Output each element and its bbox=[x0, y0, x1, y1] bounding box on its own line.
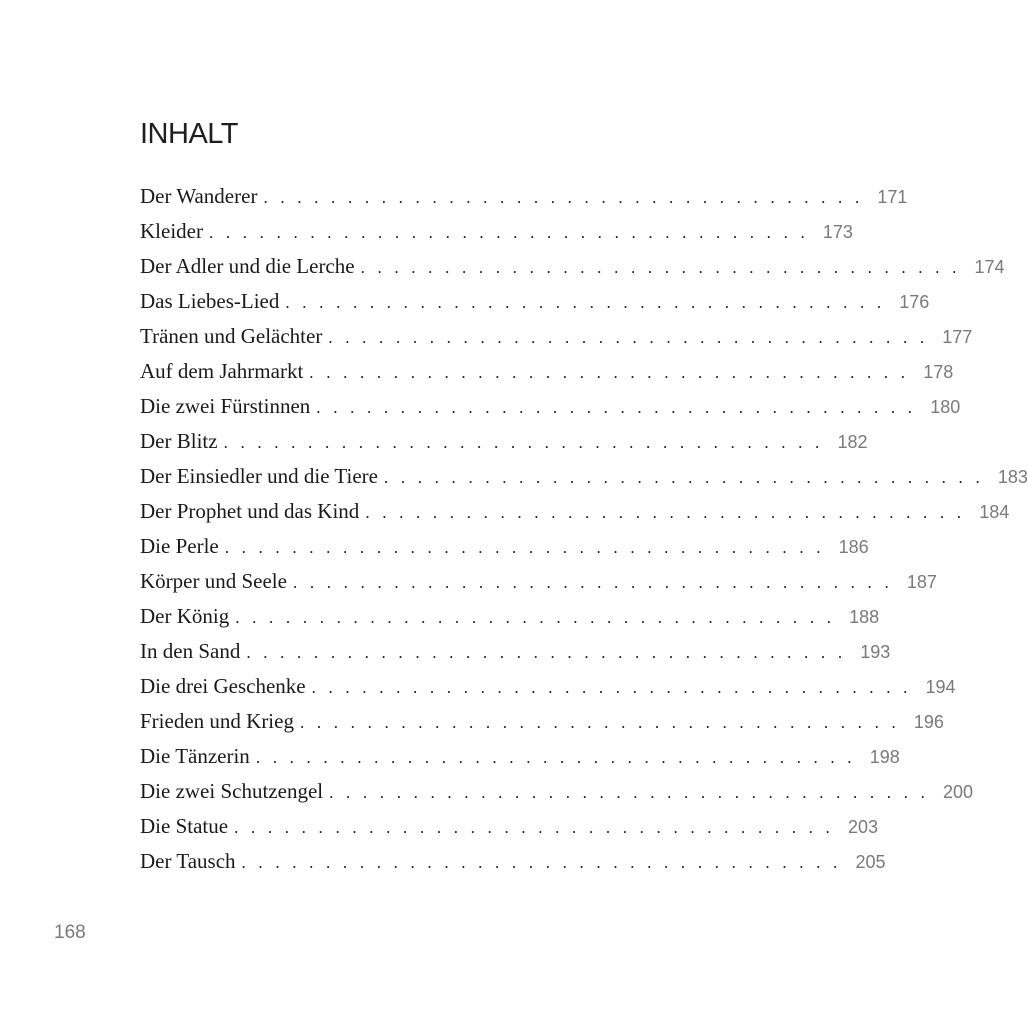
toc-entry-page: 193 bbox=[860, 642, 891, 662]
toc-entry-title: Der Tausch bbox=[140, 849, 236, 873]
toc-entry bbox=[140, 429, 868, 464]
toc-entry-title: Frieden und Krieg bbox=[140, 709, 294, 733]
dot-leader: . . . . . . . . . . . . . . . . . . . . . . . . . . . . . . . . . . . . bbox=[235, 608, 836, 627]
toc-entry-page: 205 bbox=[855, 852, 886, 872]
toc-entry bbox=[140, 289, 930, 324]
toc-entry bbox=[140, 499, 1010, 534]
toc-entry bbox=[140, 779, 974, 814]
toc-entry-page: 180 bbox=[930, 397, 961, 417]
toc-entry-page: 198 bbox=[869, 747, 900, 767]
toc-entry-title: Der Prophet und das Kind bbox=[140, 499, 360, 523]
dot-leader: . . . . . . . . . . . . . . . . . . . . . . . . . . . . . . . . . . . . bbox=[224, 538, 825, 557]
dot-leader: . . . . . . . . . . . . . . . . . . . . . . . . . . . . . . . . . . . . bbox=[246, 643, 847, 662]
dot-leader: . . . . . . . . . . . . . . . . . . . . . . . . . . . . . . . . . . . . bbox=[365, 503, 966, 522]
dot-leader: . . . . . . . . . . . . . . . . . . . . . . . . . . . . . . . . . . . . bbox=[255, 748, 856, 767]
toc-entry-page: 186 bbox=[838, 537, 869, 557]
toc-entry-page: 196 bbox=[913, 712, 944, 732]
page-title: INHALT bbox=[140, 118, 238, 150]
toc-entry-title: Die zwei Fürstinnen bbox=[140, 394, 311, 418]
dot-leader: . . . . . . . . . . . . . . . . . . . . . . . . . . . . . . . . . . . . bbox=[360, 258, 961, 277]
toc-entry-title: Der Wanderer bbox=[140, 184, 258, 208]
toc-entry-title: Das Liebes-Lied bbox=[140, 289, 280, 313]
toc-entry-page: 173 bbox=[822, 222, 853, 242]
dot-leader: . . . . . . . . . . . . . . . . . . . . . . . . . . . . . . . . . . . . bbox=[316, 398, 917, 417]
toc-entry-title: Kleider bbox=[140, 219, 203, 243]
toc-entry-title: Körper und Seele bbox=[140, 569, 287, 593]
toc-entry-title: Der Blitz bbox=[140, 429, 218, 453]
toc-entry bbox=[140, 219, 853, 254]
toc-entry-page: 194 bbox=[925, 677, 956, 697]
dot-leader: . . . . . . . . . . . . . . . . . . . . . . . . . . . . . . . . . . . . bbox=[383, 468, 984, 487]
toc-entry-page: 176 bbox=[899, 292, 930, 312]
toc-entry bbox=[140, 464, 1028, 499]
toc-entry-page: 182 bbox=[837, 432, 868, 452]
toc-entry bbox=[140, 359, 954, 394]
dot-leader: . . . . . . . . . . . . . . . . . . . . . . . . . . . . . . . . . . . . bbox=[309, 363, 910, 382]
toc-entry-page: 203 bbox=[847, 817, 879, 837]
toc-entry bbox=[140, 744, 900, 779]
dot-leader: . . . . . . . . . . . . . . . . . . . . . . . . . . . . . . . . . . . . bbox=[329, 783, 930, 802]
dot-leader: . . . . . . . . . . . . . . . . . . . . . . . . . . . . . . . . . . . . bbox=[328, 328, 929, 347]
toc-entry-title: Der Einsiedler und die Tiere bbox=[140, 464, 378, 488]
table-of-contents bbox=[140, 184, 1028, 884]
toc-entry-page: 187 bbox=[906, 572, 937, 592]
dot-leader: . . . . . . . . . . . . . . . . . . . . . . . . . . . . . . . . . . . . bbox=[263, 188, 864, 207]
dot-leader: . . . . . . . . . . . . . . . . . . . . . . . . . . . . . . . . . . . . bbox=[234, 818, 835, 837]
toc-entry-title: Die Perle bbox=[140, 534, 219, 558]
toc-entry bbox=[140, 534, 869, 569]
toc-entry-page: 178 bbox=[923, 362, 954, 382]
dot-leader: . . . . . . . . . . . . . . . . . . . . . . . . . . . . . . . . . . . . bbox=[285, 293, 886, 312]
toc-entry-title: Tränen und Gelächter bbox=[140, 324, 323, 348]
page-number: 168 bbox=[54, 922, 86, 943]
toc-entry bbox=[140, 184, 908, 219]
dot-leader: . . . . . . . . . . . . . . . . . . . . . . . . . . . . . . . . . . . . bbox=[208, 223, 809, 242]
toc-entry bbox=[140, 709, 944, 744]
toc-entry-page: 200 bbox=[943, 782, 974, 802]
dot-leader: . . . . . . . . . . . . . . . . . . . . . . . . . . . . . . . . . . . . bbox=[223, 433, 824, 452]
dot-leader: . . . . . . . . . . . . . . . . . . . . . . . . . . . . . . . . . . . . bbox=[292, 573, 893, 592]
toc-entry bbox=[140, 324, 973, 359]
dot-leader: . . . . . . . . . . . . . . . . . . . . . . . . . . . . . . . . . . . . bbox=[241, 853, 842, 872]
toc-entry-title: Die drei Geschenke bbox=[140, 674, 306, 698]
toc-entry bbox=[140, 639, 891, 674]
toc-entry-page: 177 bbox=[942, 327, 973, 347]
toc-entry bbox=[140, 674, 956, 709]
toc-entry-page: 183 bbox=[997, 467, 1028, 487]
toc-entry-title: Die Statue bbox=[140, 814, 229, 838]
toc-entry-page: 171 bbox=[877, 187, 908, 207]
dot-leader: . . . . . . . . . . . . . . . . . . . . . . . . . . . . . . . . . . . . bbox=[299, 713, 900, 732]
toc-entry bbox=[140, 254, 1005, 289]
toc-entry-page: 184 bbox=[979, 502, 1010, 522]
toc-entry-title: In den Sand bbox=[140, 639, 241, 663]
dot-leader: . . . . . . . . . . . . . . . . . . . . . . . . . . . . . . . . . . . . bbox=[311, 678, 912, 697]
toc-entry-title: Die Tänzerin bbox=[140, 744, 250, 768]
toc-entry-page: 174 bbox=[974, 257, 1005, 277]
toc-entry-title: Die zwei Schutzengel bbox=[140, 779, 324, 803]
toc-entry-title: Auf dem Jahrmarkt bbox=[140, 359, 304, 383]
toc-entry-title: Der Adler und die Lerche bbox=[140, 254, 355, 278]
toc-entry bbox=[140, 849, 886, 884]
toc-entry-title: Der König bbox=[140, 604, 230, 628]
toc-entry bbox=[140, 394, 961, 429]
toc-entry bbox=[140, 604, 880, 639]
toc-entry bbox=[140, 569, 937, 604]
toc-entry bbox=[140, 814, 879, 849]
toc-entry-page: 188 bbox=[849, 607, 880, 627]
